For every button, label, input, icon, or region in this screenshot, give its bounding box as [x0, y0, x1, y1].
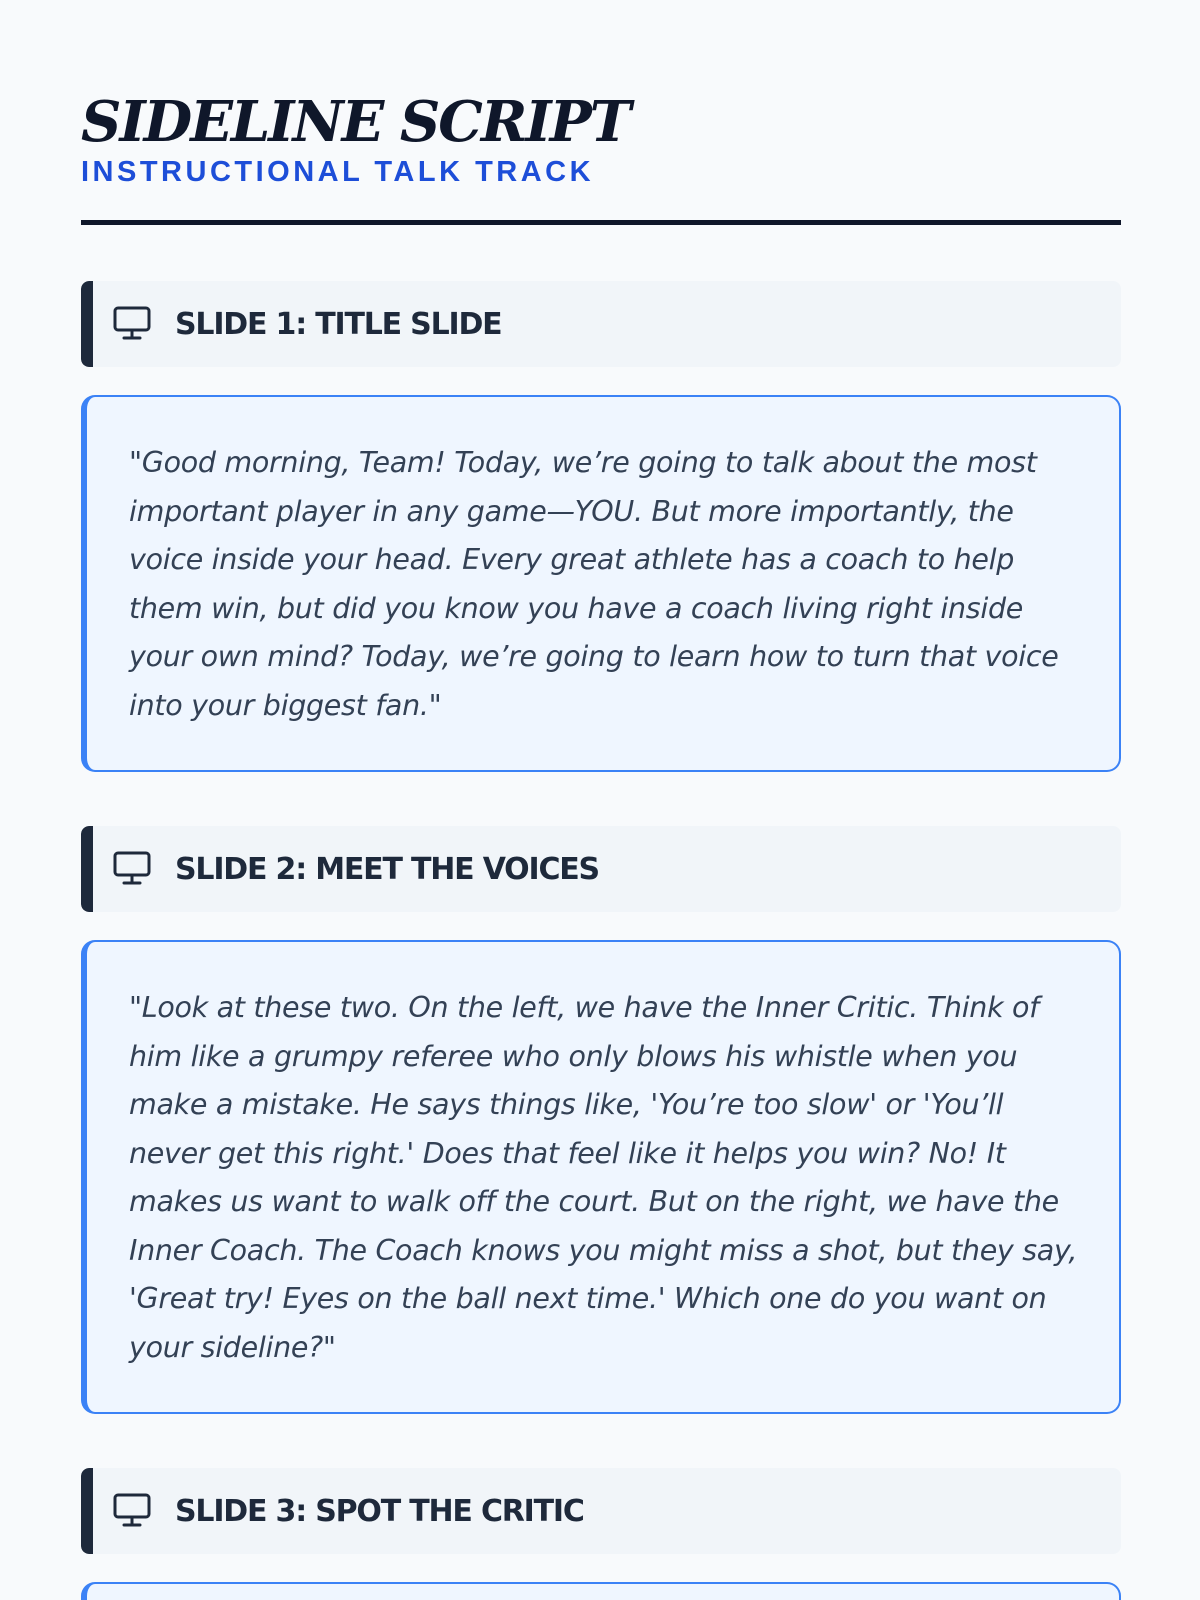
monitor-icon [113, 1493, 153, 1529]
slide-block-3 [81, 1468, 1120, 1600]
script-callout [81, 395, 1121, 772]
monitor-icon [113, 306, 153, 342]
script-text: "Good morning, Team! Today, we’re going to talk about the most important player in any game—YOU. But more importantly, the voice inside your head. Every great athlete has a coach to help them win, but did you know you have a coach living right inside your own mind? Today, we’re going to learn how to turn that voice into your biggest fan." [129, 446, 1059, 722]
slide-block-2 [81, 826, 1120, 1414]
slide-header [81, 1468, 1121, 1554]
monitor-icon [113, 851, 153, 887]
header-divider [81, 220, 1121, 225]
slide-title: SLIDE 1: TITLE SLIDE [175, 306, 502, 342]
slide-title: SLIDE 2: MEET THE VOICES [175, 851, 599, 887]
document-header [81, 80, 1120, 225]
document-subtitle: INSTRUCTIONAL TALK TRACK [81, 156, 595, 188]
script-text: "Look at these two. On the left, we have the Inner Critic. Think of him like a grumpy referee who only blows his whistle when you make a mistake. He says things like, 'You’re too slow' or 'You’ll never get this right.' Does that feel like it helps you win? No! It makes us want to walk off the court. But on the right, we have the Inner Coach. The Coach knows you might miss a shot, but they say, 'Great try! Eyes on the ball next time.' Which one do you want on your sideline?" [129, 991, 1078, 1364]
slide-title: SLIDE 3: SPOT THE CRITIC [175, 1493, 584, 1529]
document-title: SIDELINE SCRIPT [81, 89, 630, 155]
slide-block-1 [81, 281, 1120, 772]
script-callout [81, 940, 1121, 1414]
script-callout [81, 1582, 1121, 1600]
slide-header [81, 281, 1121, 367]
slides-list [81, 281, 1120, 1600]
slide-header [81, 826, 1121, 912]
